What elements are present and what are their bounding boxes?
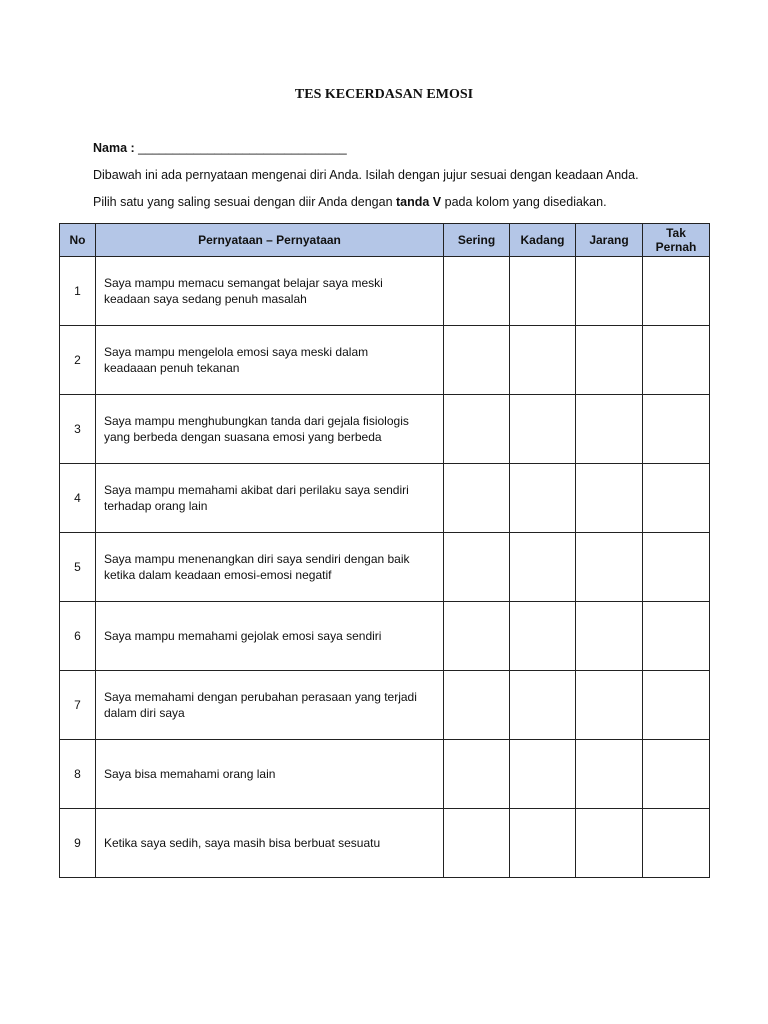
name-blank[interactable]: ______________________________ (138, 141, 347, 155)
check-cell-tak-pernah[interactable] (643, 257, 710, 326)
check-cell-tak-pernah[interactable] (643, 533, 710, 602)
statement-line-1: Saya mampu memahami gejolak emosi saya sendiri (104, 629, 382, 643)
row-statement (96, 395, 444, 464)
check-cell-jarang[interactable] (576, 602, 643, 671)
check-cell-kadang[interactable] (510, 464, 576, 533)
row-number: 7 (60, 671, 96, 740)
check-cell-kadang[interactable] (510, 602, 576, 671)
check-cell-jarang[interactable] (576, 740, 643, 809)
check-cell-jarang[interactable] (576, 257, 643, 326)
statement-line-1: Saya memahami dengan perubahan perasaan yang terjadi (104, 690, 417, 704)
row-statement (96, 602, 444, 671)
statement-line-1: Ketika saya sedih, saya masih bisa berbuat sesuatu (104, 836, 381, 850)
row-number: 5 (60, 533, 96, 602)
row-number: 6 (60, 602, 96, 671)
row-number: 4 (60, 464, 96, 533)
check-cell-sering[interactable] (444, 740, 510, 809)
statement-line-1: Saya mampu memahami akibat dari perilaku saya sendiri (104, 483, 409, 497)
check-cell-jarang[interactable] (576, 395, 643, 464)
check-cell-tak-pernah[interactable] (643, 809, 710, 878)
check-cell-sering[interactable] (444, 533, 510, 602)
name-line (93, 141, 347, 155)
check-cell-jarang[interactable] (576, 464, 643, 533)
instruction-1: Dibawah ini ada pernyataan mengenai diri Anda. Isilah dengan jujur sesuai dengan keadaan Anda. (93, 168, 639, 182)
statement-line-1: Saya bisa memahami orang lain (104, 767, 276, 781)
statement-line-1: Saya mampu menghubungkan tanda dari gejala fisiologis (104, 414, 409, 428)
row-statement (96, 671, 444, 740)
check-cell-kadang[interactable] (510, 395, 576, 464)
check-cell-jarang[interactable] (576, 671, 643, 740)
name-label: Nama : (93, 141, 135, 155)
header-tak-pernah (643, 224, 710, 257)
check-cell-kadang[interactable] (510, 809, 576, 878)
check-cell-kadang[interactable] (510, 257, 576, 326)
row-number: 9 (60, 809, 96, 878)
check-cell-kadang[interactable] (510, 740, 576, 809)
check-cell-kadang[interactable] (510, 671, 576, 740)
check-cell-tak-pernah[interactable] (643, 326, 710, 395)
table-row (60, 464, 710, 533)
statement-line-2: terhadap orang lain (104, 499, 208, 513)
table-row (60, 740, 710, 809)
check-cell-sering[interactable] (444, 326, 510, 395)
table-row (60, 395, 710, 464)
check-cell-tak-pernah[interactable] (643, 602, 710, 671)
header-tak-pernah-line1: Tak (666, 226, 686, 240)
table-row (60, 326, 710, 395)
questionnaire-table (59, 223, 710, 878)
statement-line-2: keadaaan penuh tekanan (104, 361, 240, 375)
statement-line-1: Saya mampu menenangkan diri saya sendiri dengan baik (104, 552, 410, 566)
row-statement (96, 464, 444, 533)
check-cell-sering[interactable] (444, 602, 510, 671)
check-cell-sering[interactable] (444, 257, 510, 326)
header-jarang: Jarang (576, 224, 643, 257)
statement-line-1: Saya mampu memacu semangat belajar saya meski (104, 276, 383, 290)
check-cell-jarang[interactable] (576, 809, 643, 878)
row-number: 1 (60, 257, 96, 326)
row-statement (96, 809, 444, 878)
statement-line-2: dalam diri saya (104, 706, 185, 720)
table-header-row (60, 224, 710, 257)
table-row (60, 533, 710, 602)
instruction-2 (93, 195, 607, 209)
check-cell-tak-pernah[interactable] (643, 464, 710, 533)
row-statement (96, 533, 444, 602)
check-cell-jarang[interactable] (576, 326, 643, 395)
check-cell-jarang[interactable] (576, 533, 643, 602)
header-no: No (60, 224, 96, 257)
page-title: TES KECERDASAN EMOSI (294, 87, 474, 102)
row-statement (96, 326, 444, 395)
statement-line-2: yang berbeda dengan suasana emosi yang berbeda (104, 430, 382, 444)
instruction-2-pre: Pilih satu yang saling sesuai dengan diir Anda dengan (93, 195, 396, 209)
statement-line-1: Saya mampu mengelola emosi saya meski dalam (104, 345, 369, 359)
check-cell-sering[interactable] (444, 809, 510, 878)
check-cell-sering[interactable] (444, 464, 510, 533)
statement-line-2: ketika dalam keadaan emosi-emosi negatif (104, 568, 332, 582)
row-number: 2 (60, 326, 96, 395)
check-cell-sering[interactable] (444, 671, 510, 740)
table-row (60, 809, 710, 878)
header-kadang: Kadang (510, 224, 576, 257)
instruction-2-post: pada kolom yang disediakan. (441, 195, 607, 209)
check-cell-kadang[interactable] (510, 326, 576, 395)
header-tak-pernah-line2: Pernah (655, 240, 697, 254)
header-statement: Pernyataan – Pernyataan (96, 224, 444, 257)
check-cell-sering[interactable] (444, 395, 510, 464)
check-cell-tak-pernah[interactable] (643, 740, 710, 809)
table-row (60, 257, 710, 326)
row-statement (96, 257, 444, 326)
check-cell-tak-pernah[interactable] (643, 395, 710, 464)
header-sering: Sering (444, 224, 510, 257)
table-row (60, 602, 710, 671)
instruction-2-bold: tanda V (396, 195, 442, 209)
statement-line-2: keadaan saya sedang penuh masalah (104, 292, 307, 306)
row-statement (96, 740, 444, 809)
check-cell-kadang[interactable] (510, 533, 576, 602)
table-row (60, 671, 710, 740)
check-cell-tak-pernah[interactable] (643, 671, 710, 740)
row-number: 3 (60, 395, 96, 464)
row-number: 8 (60, 740, 96, 809)
